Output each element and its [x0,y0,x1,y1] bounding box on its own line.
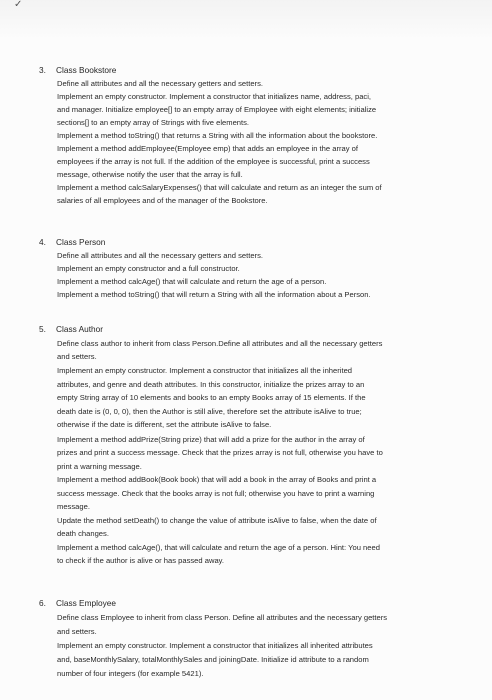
text-line: message. [57,502,90,511]
checkmark-icon: ✓ [14,0,23,10]
text-line: Implement a method addEmployee(Employee emp) that adds an employee in the array of [57,144,358,153]
text-line: and setters. [57,627,97,636]
section-number: 3. [39,65,46,75]
section-number: 5. [39,324,46,334]
text-line: Update the method setDeath() to change the value of attribute isAlive to false, when the date of [57,516,377,525]
text-line: print a warning message. [57,462,142,471]
text-line: otherwise if the date is different, set the attribute isAlive to false. [57,420,272,429]
text-line: Define all attributes and all the necessary getters and setters. [57,251,263,260]
text-line: and manager. Initialize employee[] to an empty array of Employee with eight elements; initialize [57,105,377,114]
text-line: Implement a method toString() that will return a String with all the information about a Person. [57,290,371,299]
text-line: empty String array of 10 elements and books to an empty Books array of 15 elements. If the [57,393,366,402]
text-line: and, baseMonthlySalary, totalMonthlySales and joiningDate. Initialize id attribute to a random [57,655,369,664]
text-line: Implement a method toString() that returns a String with all the information about the bookstore. [57,131,378,140]
text-line: Implement an empty constructor and a full constructor. [57,264,240,273]
text-line: Implement a method addPrize(String prize) that will add a prize for the author in the array of [57,435,365,444]
text-line: Implement a method calcSalaryExpenses() that will calculate and return as an integer the sum of [57,183,382,192]
text-line: employees if the array is not full. If the addition of the employee is successful, print a success [57,157,370,166]
text-line: to check if the author is alive or has passed away. [57,556,225,565]
text-line: Define all attributes and all the necessary getters and setters. [57,79,263,88]
section-heading: Class Bookstore [56,65,117,75]
text-line: death changes. [57,529,109,538]
section-number: 4. [39,237,46,247]
text-line: Implement a method calcAge(), that will calculate and return the age of a person. Hint: You need [57,543,380,552]
section-heading: Class Person [56,237,106,247]
text-line: and setters. [57,352,97,361]
text-line: Implement an empty constructor. Implement a constructor that initializes name, address, paci, [57,92,372,101]
section-heading: Class Author [56,324,104,334]
top-shadow [0,0,492,40]
text-line: number of four integers (for example 5421). [57,669,204,678]
text-line: Implement an empty constructor. Implement a constructor that initializes all inherited attributes [57,641,373,650]
section-heading: Class Employee [56,598,116,608]
text-line: Implement an empty constructor. Implement a constructor that initializes all the inherited [57,366,353,375]
text-line: message, otherwise notify the user that the array is full. [57,170,243,179]
text-line: Define class Employee to inherit from class Person. Define all attributes and the necessary getters [57,613,388,622]
text-line: Implement a method addBook(Book book) that will add a book in the array of Books and print a [57,475,377,484]
text-line: Define class author to inherit from class Person.Define all attributes and all the necessary getters [57,339,383,348]
text-line: sections[] to an empty array of Strings with five elements. [57,118,250,127]
text-line: prizes and print a success message. Check that the prizes array is not full, otherwise you have to [57,448,383,457]
text-line: success message. Check that the books array is not full; otherwise you have to print a warning [57,489,375,498]
text-line: salaries of all employees and of the manager of the Bookstore. [57,196,268,205]
text-line: death date is (0, 0, 0), then the Author is still alive, therefore set the attribute isAlive to true; [57,407,362,416]
text-line: Implement a method calcAge() that will calculate and return the age of a person. [57,277,327,286]
text-line: attributes, and genre and death attributes. In this constructor, initialize the prizes array to an [57,380,365,389]
section-number: 6. [39,598,46,608]
